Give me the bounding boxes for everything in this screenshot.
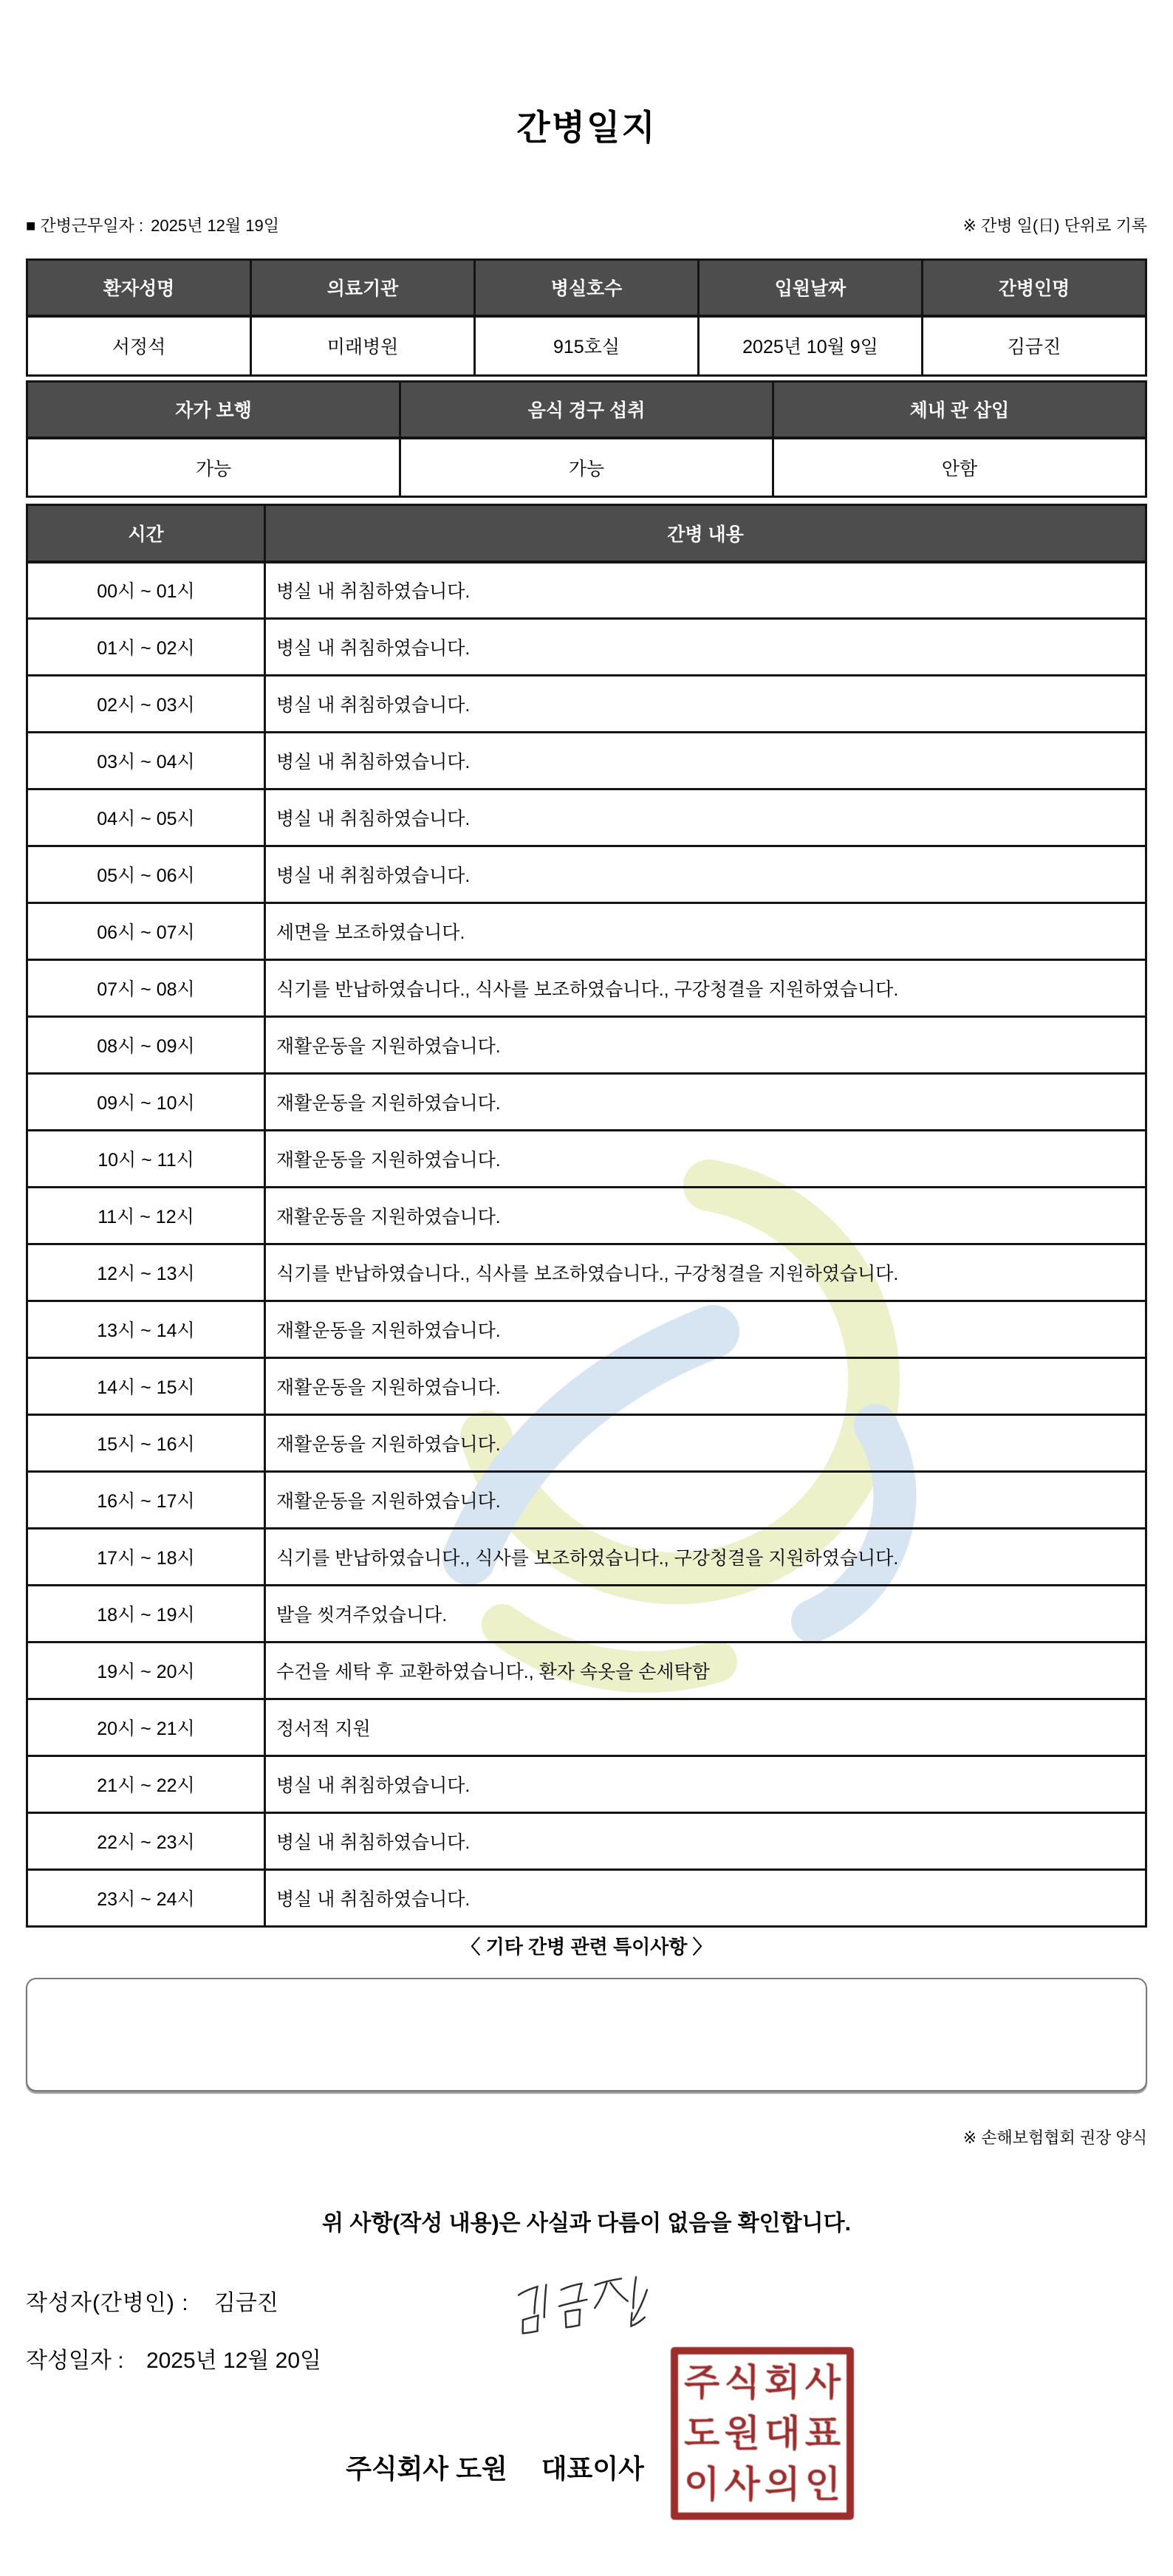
care-content-cell: 세면을 보조하였습니다.	[265, 903, 1146, 960]
care-time-cell: 20시 ~ 21시	[27, 1699, 265, 1756]
care-log-row	[27, 1074, 1146, 1131]
care-time-cell: 00시 ~ 01시	[27, 562, 265, 619]
header-self-walking: 자가 보행	[27, 382, 400, 438]
care-log-row	[27, 1586, 1146, 1642]
patient-info-table	[26, 258, 1147, 377]
care-log-row	[27, 1017, 1146, 1074]
work-date-label: ■ 간병근무일자 :	[26, 216, 144, 235]
care-time-cell: 19시 ~ 20시	[27, 1642, 265, 1699]
header-tube-insertion: 체내 관 삽입	[773, 382, 1146, 438]
care-log-row	[27, 1699, 1146, 1756]
oral-intake-cell: 가능	[400, 438, 773, 497]
care-time-cell: 14시 ~ 15시	[27, 1358, 265, 1415]
header-care-content: 간병 내용	[265, 505, 1146, 562]
care-log-row	[27, 1358, 1146, 1415]
care-content-cell: 재활운동을 지원하였습니다.	[265, 1358, 1146, 1415]
care-content-cell: 정서적 지원	[265, 1699, 1146, 1756]
care-time-cell: 01시 ~ 02시	[27, 619, 265, 676]
header-time: 시간	[27, 505, 265, 562]
care-content-cell: 병실 내 취침하였습니다.	[265, 789, 1146, 846]
page-title: 간병일지	[516, 108, 657, 147]
care-log-row	[27, 619, 1146, 676]
care-content-cell: 재활운동을 지원하였습니다.	[265, 1188, 1146, 1244]
care-log-row	[27, 1415, 1146, 1472]
care-time-cell: 06시 ~ 07시	[27, 903, 265, 960]
care-content-cell: 병실 내 취침하였습니다.	[265, 846, 1146, 903]
company-role: 대표이사	[541, 2453, 644, 2484]
care-log-row	[27, 733, 1146, 789]
notes-box[interactable]	[26, 1978, 1147, 2092]
record-unit-note: ※ 간병 일(日) 단위로 기록	[962, 216, 1147, 235]
meta-row	[26, 213, 1147, 236]
care-log-row	[27, 1529, 1146, 1586]
care-log-row	[27, 1301, 1146, 1358]
patient-name-cell: 서정석	[27, 316, 251, 376]
care-log-row	[27, 1870, 1146, 1927]
care-content-cell: 식기를 반납하였습니다., 식사를 보조하였습니다., 구강청결을 지원하였습니다.	[265, 1244, 1146, 1301]
care-time-cell: 10시 ~ 11시	[27, 1131, 265, 1188]
header-patient-name: 환자성명	[27, 260, 251, 316]
care-content-cell: 병실 내 취침하였습니다.	[265, 1870, 1146, 1927]
care-log-row	[27, 562, 1146, 619]
care-time-cell: 16시 ~ 17시	[27, 1472, 265, 1529]
tube-insertion-cell: 안함	[773, 438, 1146, 497]
care-log-row	[27, 1642, 1146, 1699]
work-date-value: 2025년 12월 19일	[151, 216, 280, 235]
caregiver-name-cell: 김금진	[923, 316, 1146, 376]
patient-info-value-row	[27, 316, 1146, 376]
care-log-header-row	[27, 505, 1146, 562]
care-content-cell: 병실 내 취침하였습니다.	[265, 1813, 1146, 1870]
condition-header-row	[27, 382, 1146, 438]
header-caregiver-name: 간병인명	[923, 260, 1146, 316]
care-log-row	[27, 846, 1146, 903]
condition-value-row	[27, 438, 1146, 497]
confirmation-statement: 위 사항(작성 내용)은 사실과 다름이 없음을 확인합니다.	[322, 2211, 851, 2236]
care-log-row	[27, 1188, 1146, 1244]
header-medical-institution: 의료기관	[251, 260, 475, 316]
self-walking-cell: 가능	[27, 438, 400, 497]
admission-date-cell: 2025년 10월 9일	[699, 316, 923, 376]
care-content-cell: 재활운동을 지원하였습니다.	[265, 1131, 1146, 1188]
care-content-cell: 병실 내 취침하였습니다.	[265, 619, 1146, 676]
care-content-cell: 병실 내 취침하였습니다.	[265, 676, 1146, 733]
corporate-seal-stamp	[671, 2347, 854, 2520]
writer-label: 작성자(간병인) :	[26, 2291, 189, 2315]
care-content-cell: 재활운동을 지원하였습니다.	[265, 1017, 1146, 1074]
stamp-line: 주 식 회 사	[684, 2362, 841, 2404]
care-time-cell: 18시 ~ 19시	[27, 1586, 265, 1642]
care-content-cell: 수건을 세탁 후 교환하였습니다., 환자 속옷을 손세탁함	[265, 1642, 1146, 1699]
medical-institution-cell: 미래병원	[251, 316, 475, 376]
care-time-cell: 04시 ~ 05시	[27, 789, 265, 846]
care-time-cell: 23시 ~ 24시	[27, 1870, 265, 1927]
care-time-cell: 02시 ~ 03시	[27, 676, 265, 733]
patient-info-header-row	[27, 260, 1146, 316]
care-time-cell: 22시 ~ 23시	[27, 1813, 265, 1870]
care-log-row	[27, 676, 1146, 733]
written-date-value: 2025년 12월 20일	[146, 2349, 322, 2373]
care-time-cell: 12시 ~ 13시	[27, 1244, 265, 1301]
care-content-cell: 재활운동을 지원하였습니다.	[265, 1074, 1146, 1131]
care-time-cell: 05시 ~ 06시	[27, 846, 265, 903]
form-footnote: ※ 손해보험협회 권장 양식	[962, 2128, 1147, 2147]
care-content-cell: 병실 내 취침하였습니다.	[265, 562, 1146, 619]
stamp-line: 도 원 대 표	[684, 2412, 841, 2454]
care-content-cell: 재활운동을 지원하였습니다.	[265, 1415, 1146, 1472]
care-content-cell: 식기를 반납하였습니다., 식사를 보조하였습니다., 구강청결을 지원하였습니다.	[265, 1529, 1146, 1586]
care-content-cell: 재활운동을 지원하였습니다.	[265, 1301, 1146, 1358]
care-log-row	[27, 789, 1146, 846]
care-log-row	[27, 960, 1146, 1017]
care-content-cell: 식기를 반납하였습니다., 식사를 보조하였습니다., 구강청결을 지원하였습니다.	[265, 960, 1146, 1017]
care-time-cell: 07시 ~ 08시	[27, 960, 265, 1017]
care-time-cell: 09시 ~ 10시	[27, 1074, 265, 1131]
care-time-cell: 15시 ~ 16시	[27, 1415, 265, 1472]
care-time-cell: 03시 ~ 04시	[27, 733, 265, 789]
care-log-row	[27, 1813, 1146, 1870]
care-content-cell: 발을 씻겨주었습니다.	[265, 1586, 1146, 1642]
writer-name: 김금진	[213, 2291, 278, 2315]
company-name: 주식회사 도원	[346, 2453, 507, 2484]
handwritten-signature	[513, 2271, 654, 2348]
care-content-cell: 병실 내 취침하였습니다.	[265, 1756, 1146, 1813]
stamp-line: 이 사 의 인	[684, 2463, 841, 2505]
notes-section-title: 〈 기타 간병 관련 특이사항 〉	[461, 1936, 712, 1958]
header-admission-date: 입원날짜	[699, 260, 923, 316]
care-log-row	[27, 1244, 1146, 1301]
care-time-cell: 13시 ~ 14시	[27, 1301, 265, 1358]
header-oral-intake: 음식 경구 섭취	[400, 382, 773, 438]
care-log-row	[27, 903, 1146, 960]
header-room-number: 병실호수	[475, 260, 699, 316]
care-time-cell: 11시 ~ 12시	[27, 1188, 265, 1244]
care-log-row	[27, 1756, 1146, 1813]
care-log-row	[27, 1472, 1146, 1529]
care-log-table	[26, 504, 1147, 1928]
written-date-label: 작성일자 :	[26, 2349, 124, 2373]
writer-row	[26, 2284, 1173, 2340]
care-content-cell: 재활운동을 지원하였습니다.	[265, 1472, 1146, 1529]
room-number-cell: 915호실	[475, 316, 699, 376]
condition-table	[26, 380, 1147, 498]
care-time-cell: 21시 ~ 22시	[27, 1756, 265, 1813]
care-time-cell: 08시 ~ 09시	[27, 1017, 265, 1074]
care-content-cell: 병실 내 취침하였습니다.	[265, 733, 1146, 789]
care-log-row	[27, 1131, 1146, 1188]
care-time-cell: 17시 ~ 18시	[27, 1529, 265, 1586]
